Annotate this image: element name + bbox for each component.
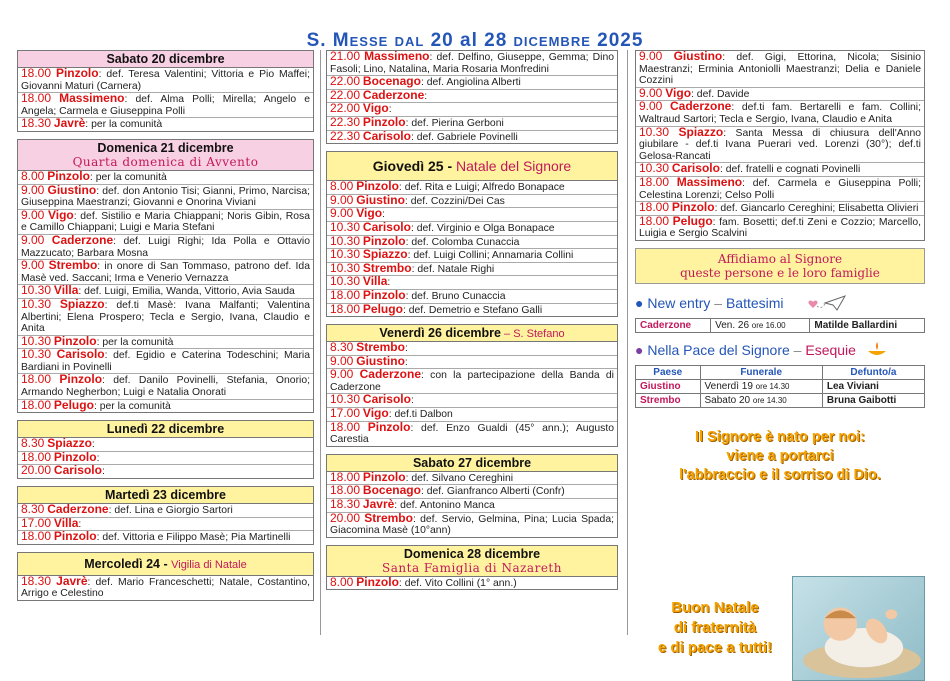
mass-place: Vigo — [47, 207, 74, 222]
mass-intention: : def. Lina e Giorgio Sartori — [108, 505, 233, 517]
mass-time: 9.00 — [330, 192, 354, 207]
table-row — [636, 393, 925, 407]
mass-time: 10.30 — [639, 161, 670, 176]
mass-place: Pinzolo — [356, 179, 399, 194]
esequie-heading — [635, 341, 925, 362]
mass-intention: : — [78, 518, 82, 530]
mass-place: Spiazzo — [47, 436, 92, 451]
mass-intention: : def. Egidio e Caterina Todeschini; Maria Bardiani in Povinelli — [21, 350, 310, 373]
greeting-line: di fraternità — [673, 619, 757, 636]
mass-place: Pelugo — [53, 397, 94, 412]
mass-row — [18, 573, 313, 600]
day-box-dom21 — [17, 139, 314, 413]
mass-place: Caderzone — [362, 87, 425, 102]
esequie-table — [635, 365, 925, 408]
mass-intention: : — [101, 466, 105, 478]
mass-intention: : def. don Antonio Tisi; Gianni, Primo, Narcisa; Giuseppina Maestranzi; Giovanni e Onorina Viviani — [21, 185, 310, 209]
mass-place: Giustino — [356, 353, 405, 368]
ora-text: ore 16.00 — [751, 320, 786, 330]
mass-time: 10.30 — [330, 219, 361, 234]
mass-intention: : def. Danilo Povinelli, Stefania, Onorio; Armando Negherbon; Luigi e Natalia Onorati — [21, 375, 310, 399]
mass-intention: : def. Alma Polli; Mirella; Angelo e Angela; Carmela e Giuseppina Polli — [21, 94, 310, 117]
mass-place: Pinzolo — [47, 168, 90, 183]
mass-place: Pinzolo — [356, 574, 399, 589]
mass-intention: : def. Rita e Luigi; Alfredo Bonapace — [398, 182, 565, 194]
mass-intention: : def. Vittoria e Filippo Masè; Pia Martinelli — [96, 532, 291, 544]
mass-place: Strembo — [356, 340, 405, 355]
day-box-sab27 — [326, 454, 618, 538]
column-divider — [627, 50, 628, 635]
mass-row — [18, 232, 313, 260]
mass-time: 8.00 — [330, 574, 354, 589]
mass-intention: : def. Luigi Collini; Annamaria Collini — [407, 250, 574, 262]
mass-intention: : def. fratelli e cognati Povinelli — [719, 164, 861, 176]
section-sub: Battesimi — [725, 295, 784, 312]
nome-cell: Bruna Gaibotti — [822, 393, 924, 407]
mass-place: Pelugo — [362, 301, 403, 316]
mass-place: Pinzolo — [53, 333, 97, 348]
mass-intention: : def. Antonino Manca — [394, 500, 495, 512]
mass-intention: : per la comunità — [96, 336, 174, 348]
mass-intention: : def. Angiolina Alberti — [420, 77, 521, 89]
mass-time: 17.00 — [330, 406, 361, 421]
mass-place: Caderzone — [670, 99, 732, 114]
mass-time: 21.00 — [330, 49, 361, 63]
mass-place: Spiazzo — [678, 124, 724, 139]
mass-time: 20.00 — [21, 463, 52, 478]
mass-row — [636, 174, 924, 202]
day-title: Giovedì 25 - — [372, 158, 457, 175]
mass-row — [327, 369, 617, 394]
mass-intention: : def. Gabriele Povinelli — [410, 131, 518, 143]
mass-time: 10.30 — [21, 296, 52, 311]
mass-row — [18, 93, 313, 118]
mass-place: Javrè — [362, 497, 395, 512]
mass-time: 18.00 — [21, 91, 52, 106]
mass-intention: : con la partecipazione della Banda di Caderzone — [330, 370, 614, 393]
mass-place: Spiazzo — [362, 247, 408, 262]
mass-time: 22.00 — [330, 101, 361, 116]
day-box-dom28 — [326, 545, 618, 591]
mass-intention: : def. Natale Righi — [411, 263, 495, 275]
day-highlight: Natale del Signore — [456, 158, 572, 175]
title-part: 20 al 28 — [430, 30, 514, 51]
mass-place: Pinzolo — [59, 372, 103, 387]
mass-intention: : fam. Bosetti; def.ti Zeni e Cozzio; Marcello, Luigia e Sergio Scalvini — [639, 216, 922, 240]
nome-cell: Matilde Ballardini — [810, 318, 925, 332]
mass-intention: : def.ti Masè: Ivana Malfanti; Valentina Albertini; Elena Prospero; Tecla e Sergio, Ivana, Claudio e Anita — [21, 299, 310, 335]
mass-intention: : def. Demetrio e Stefano Galli — [402, 304, 543, 316]
mass-intention: : — [91, 439, 95, 451]
mass-intention: : def. Pierina Gerboni — [405, 117, 504, 129]
mass-time: 18.00 — [330, 301, 361, 316]
nome-cell: Lea Viviani — [822, 379, 924, 393]
mass-intention: : def. Luigi Righi; Ida Polla e Ottavio Mazzucato; Barbara Mosna — [21, 235, 310, 259]
mass-time: 8.30 — [21, 502, 45, 517]
paese-cell: Strembo — [636, 393, 701, 407]
mass-row — [327, 301, 617, 317]
mass-intention: : — [387, 277, 391, 289]
ora-text: ore 14.30 — [755, 381, 790, 391]
section-sep: – — [789, 342, 806, 359]
mass-place: Vigo — [356, 206, 383, 221]
mass-row — [636, 51, 924, 88]
mass-time: 18.00 — [330, 483, 361, 498]
mass-row — [327, 51, 617, 76]
mass-time: 10.30 — [330, 233, 361, 248]
mass-place: Carisolo — [362, 128, 411, 143]
col-header: Paese — [636, 365, 701, 379]
mass-intention: : per la comunità — [85, 119, 163, 131]
mass-place: Caderzone — [47, 502, 109, 517]
mass-place: Giustino — [47, 182, 97, 197]
mass-time: 9.00 — [21, 232, 45, 247]
page-title — [0, 30, 950, 52]
mass-row — [327, 419, 617, 446]
mass-time: 10.30 — [21, 347, 52, 362]
mass-time: 18.00 — [21, 372, 52, 387]
message-line: Il Signore è nato per noi: — [695, 428, 865, 445]
column-divider — [320, 50, 321, 635]
mass-place: Carisolo — [53, 463, 102, 478]
mass-time: 18.00 — [639, 174, 670, 189]
mass-row — [327, 128, 617, 144]
mass-time: 22.30 — [330, 128, 361, 143]
mass-intention: : def.ti Dalbon — [388, 409, 453, 421]
day-title: Domenica 21 dicembre — [97, 140, 234, 155]
christmas-message — [635, 428, 925, 485]
day-header — [327, 152, 617, 181]
affidiamo-line: Affidiamo al Signore — [717, 251, 843, 266]
day-title: Mercoledì 24 - — [84, 556, 172, 571]
mass-place: Pinzolo — [362, 287, 406, 302]
day-subtitle: Santa Famiglia di Nazareth — [382, 560, 562, 575]
day-box-mar23 — [17, 486, 314, 545]
mass-place: Strembo — [48, 258, 98, 273]
column-2 — [326, 50, 618, 597]
mass-intention: : def. Cozzini/Dei Cas — [404, 195, 505, 207]
day-header — [18, 553, 313, 576]
mass-time: 10.30 — [21, 333, 52, 348]
mass-time: 20.00 — [330, 510, 361, 525]
mass-place: Strembo — [364, 510, 413, 525]
mass-time: 22.00 — [330, 87, 361, 102]
mass-intention: : def. Davide — [691, 88, 750, 100]
heart-paper-plane-icon — [807, 294, 847, 315]
mass-place: Bocenago — [362, 483, 421, 498]
day-box-lun22 — [17, 420, 314, 479]
mass-place: Pinzolo — [367, 419, 411, 434]
mass-row — [636, 124, 924, 164]
mass-time: 8.30 — [330, 340, 354, 355]
mass-place: Bocenago — [362, 74, 421, 89]
paese-cell: Giustino — [636, 379, 701, 393]
title-part: S. Messe — [306, 30, 389, 51]
section-sep: – — [710, 295, 726, 312]
mass-intention: : — [410, 395, 414, 407]
greeting-line: Buon Natale — [671, 599, 759, 616]
mass-place: Massimeno — [364, 49, 430, 63]
data-cell — [711, 318, 810, 332]
mass-intention: : — [388, 104, 392, 116]
mass-place: Spiazzo — [59, 296, 105, 311]
message-line: l'abbraccio e il sorriso di Dio. — [679, 466, 881, 483]
mass-row — [18, 397, 313, 413]
section-title: Nella Pace del Signore — [647, 342, 790, 359]
mass-row — [327, 574, 617, 590]
mass-place: Vigo — [665, 85, 692, 100]
mass-row — [18, 465, 313, 478]
day-box-ven26 — [326, 324, 618, 447]
mass-intention: : — [382, 209, 385, 221]
mass-row — [18, 182, 313, 210]
mass-time: 18.00 — [639, 213, 670, 228]
mass-intention: : def. Virginio e Olga Bonapace — [410, 222, 555, 234]
mass-time: 9.00 — [21, 182, 45, 197]
mass-place: Caderzone — [359, 367, 421, 382]
title-part: dal — [388, 30, 431, 51]
paese-cell: Caderzone — [636, 318, 711, 332]
mass-place: Carisolo — [362, 219, 411, 234]
mass-row — [636, 101, 924, 126]
mass-time: 9.00 — [330, 206, 354, 221]
col-header: Defunto/a — [822, 365, 924, 379]
mass-intention: : in onore di San Tommaso, patrono def. Ida Masè ved. Saccani; Irma e Venerio Vernazza — [21, 261, 310, 284]
mass-time: 18.00 — [21, 449, 52, 464]
day-highlight: Vigilia di Natale — [171, 558, 247, 571]
giorno-text: Ven. 26 — [715, 319, 749, 331]
mass-row — [18, 260, 313, 285]
oil-lamp-icon — [866, 341, 888, 362]
mass-intention: : def. Teresa Valentini; Vittoria e Pio Maffei; Giovanni Maturi (Carnera) — [21, 69, 311, 92]
battesimi-heading — [635, 294, 925, 315]
day-header: Lunedì 22 dicembre — [18, 421, 313, 438]
mass-intention: : def.ti fam. Bertarelli e fam. Collini; Waltraud Sartori; Tecla e Sergio, Ivana, Claudio e Anita — [639, 102, 921, 125]
day-box-dom28-cont — [635, 50, 925, 241]
mass-time: 18.30 — [21, 573, 52, 588]
mass-place: Carisolo — [56, 347, 105, 362]
mass-intention: : Santa Messa di chiusura dell'Anno giubilare - def.ti Ivana Puerari ved. Lorenzi (30°); def.ti Gelosa-Rancati — [639, 127, 921, 162]
mass-row — [18, 374, 313, 399]
bullet-icon: ● — [635, 295, 644, 312]
mass-place: Pinzolo — [53, 449, 97, 464]
buon-natale — [635, 598, 795, 658]
mass-intention: : per la comunità — [89, 171, 167, 183]
mass-time: 18.30 — [21, 116, 52, 131]
day-box-mer24-cont — [326, 50, 618, 144]
mass-place: Massimeno — [676, 174, 743, 189]
mass-intention: : — [404, 343, 408, 355]
greeting-line: e di pace a tutti! — [657, 639, 773, 656]
title-part: 2025 — [590, 30, 644, 51]
ora-text: ore 14.30 — [752, 395, 787, 405]
mass-place: Pinzolo — [362, 114, 406, 129]
day-box-gio25 — [326, 151, 618, 317]
mass-intention: : def. Bruno Cunaccia — [405, 290, 506, 302]
day-title: Domenica 28 dicembre — [403, 546, 541, 561]
table-row — [636, 379, 925, 393]
mass-time: 18.00 — [639, 200, 670, 215]
day-subtitle: Quarta domenica di Avvento — [72, 154, 259, 169]
mass-place: Pinzolo — [671, 200, 715, 215]
mass-place: Strembo — [362, 260, 412, 275]
mass-place: Javrè — [53, 116, 86, 131]
mass-time: 8.30 — [21, 436, 45, 451]
mass-intention: : def. Colomba Cunaccia — [405, 236, 520, 248]
day-header: Sabato 27 dicembre — [327, 455, 617, 472]
mass-time: 9.00 — [21, 258, 45, 273]
mass-intention: : def. Sistilio e Maria Chiappani; Noris Gibin, Rosa e Camillo Chiappani; Luigi e Maria Stefani — [21, 210, 310, 234]
mass-row — [18, 296, 313, 336]
mass-place: Pelugo — [672, 213, 713, 228]
mass-intention: : def. Enzo Gualdi (45° ann.); Augusto Carestia — [330, 422, 615, 446]
data-cell — [700, 379, 822, 393]
mass-place: Giustino — [356, 192, 405, 207]
day-box-mer24 — [17, 552, 314, 601]
mass-place: Villa — [362, 274, 388, 289]
day-header — [327, 546, 617, 577]
mass-time: 22.30 — [330, 114, 361, 129]
mass-time: 8.00 — [21, 168, 45, 183]
baby-jesus-image — [792, 576, 925, 681]
title-part: dicembre — [513, 30, 591, 51]
mass-row — [18, 531, 313, 544]
mass-time: 18.00 — [21, 66, 52, 80]
mass-intention: : def. Servio, Gelmina, Pina; Lucia Spada; Giacomina Masè (10°ann) — [330, 513, 614, 537]
giorno-text: Sabato 20 — [704, 394, 751, 406]
mass-time: 9.00 — [639, 99, 663, 114]
message-line: viene a portarci — [726, 447, 834, 464]
mass-time: 10.30 — [330, 260, 361, 275]
section-sub: Esequie — [805, 342, 856, 359]
mass-time: 18.00 — [330, 419, 361, 434]
mass-time: 9.00 — [639, 85, 663, 100]
bullet-icon: ● — [635, 342, 644, 359]
mass-time: 22.00 — [330, 74, 361, 89]
mass-time: 10.30 — [330, 392, 361, 407]
col-header: Funerale — [700, 365, 822, 379]
battesimi-table — [635, 318, 925, 333]
mass-time: 18.30 — [330, 497, 361, 512]
section-title: New entry — [647, 295, 711, 312]
mass-place: Caderzone — [51, 232, 114, 247]
mass-time: 9.00 — [330, 353, 354, 368]
mass-row — [327, 510, 617, 537]
data-cell — [700, 393, 822, 407]
mass-intention: : — [404, 356, 408, 368]
mass-time: 9.00 — [330, 367, 354, 382]
mass-time: 10.30 — [639, 124, 670, 139]
day-header — [18, 140, 313, 171]
mass-intention: : def. Vito Collini (1° ann.) — [398, 577, 517, 589]
column-3 — [635, 49, 925, 656]
mass-row — [18, 68, 313, 93]
mass-time: 10.30 — [21, 283, 52, 298]
day-title: Venerdì 26 dicembre — [379, 326, 501, 341]
mass-intention: : def. Gianfranco Alberti (Confr) — [420, 486, 565, 498]
mass-row — [18, 118, 313, 131]
mass-place: Pinzolo — [55, 66, 99, 80]
mass-place: Carisolo — [362, 392, 411, 407]
mass-place: Villa — [53, 515, 79, 530]
mass-place: Pinzolo — [362, 469, 406, 484]
mass-intention: : def. Delfino, Giuseppe, Gemma; Dino Fasoli; Lino, Natalina, Maria Rosaria Monfredini — [330, 52, 614, 75]
mass-intention: : def. Gigi, Ettorina, Nicola; Sisinio Maestranzi; Erminia Antoniolli Maestranzi; Delia e Daniele Cozzini — [639, 52, 921, 87]
mass-row — [636, 213, 924, 240]
day-header: Martedì 23 dicembre — [18, 487, 313, 504]
mass-intention: : def. Silvano Cereghini — [405, 472, 514, 484]
mass-time: 10.30 — [330, 274, 361, 289]
mass-place: Carisolo — [671, 161, 720, 176]
mass-intention: : per la comunità — [93, 400, 171, 412]
affidiamo-line: queste persone e le loro famiglie — [680, 265, 880, 280]
day-highlight: – S. Stefano — [500, 328, 565, 341]
giorno-text: Venerdì 19 — [704, 380, 753, 392]
affidiamo-box — [635, 248, 925, 284]
mass-row — [18, 349, 313, 374]
mass-place: Massimeno — [59, 91, 125, 106]
mass-row — [18, 207, 313, 235]
mass-time: 10.30 — [330, 247, 361, 262]
mass-place: Vigo — [362, 101, 389, 116]
mass-place: Villa — [53, 283, 79, 298]
mass-time: 9.00 — [21, 207, 45, 222]
mass-place: Pinzolo — [53, 529, 97, 544]
table-row — [636, 318, 925, 332]
mass-time: 18.00 — [21, 397, 52, 412]
day-box-sab20 — [17, 50, 314, 132]
mass-place: Pinzolo — [362, 233, 406, 248]
mass-place: Giustino — [673, 49, 723, 63]
mass-place: Vigo — [362, 406, 389, 421]
mass-intention: : def. Giancarlo Cereghini; Elisabetta Olivieri — [714, 203, 919, 215]
mass-time: 18.00 — [330, 469, 361, 484]
table-header-row — [636, 365, 925, 379]
mass-time: 17.00 — [21, 515, 52, 530]
mass-intention: : def. Luigi, Emilia, Wanda, Vittorio, Avia Sauda — [78, 286, 295, 298]
mass-intention: : — [424, 90, 428, 102]
day-header: Sabato 20 dicembre — [18, 51, 313, 68]
mass-intention: : def. Mario Franceschetti; Natale, Costantino, Arrigo e Celestino — [21, 576, 310, 600]
mass-time: 8.00 — [330, 179, 354, 194]
mass-time: 9.00 — [639, 49, 663, 63]
mass-intention: : — [96, 452, 100, 464]
mass-place: Javrè — [56, 573, 88, 588]
mass-intention: : def. Carmela e Giuseppina Polli; Celestina Lorenzi; Celso Polli — [639, 177, 921, 201]
mass-time: 18.00 — [330, 287, 361, 302]
column-1 — [17, 50, 314, 608]
mass-time: 18.00 — [21, 529, 52, 544]
